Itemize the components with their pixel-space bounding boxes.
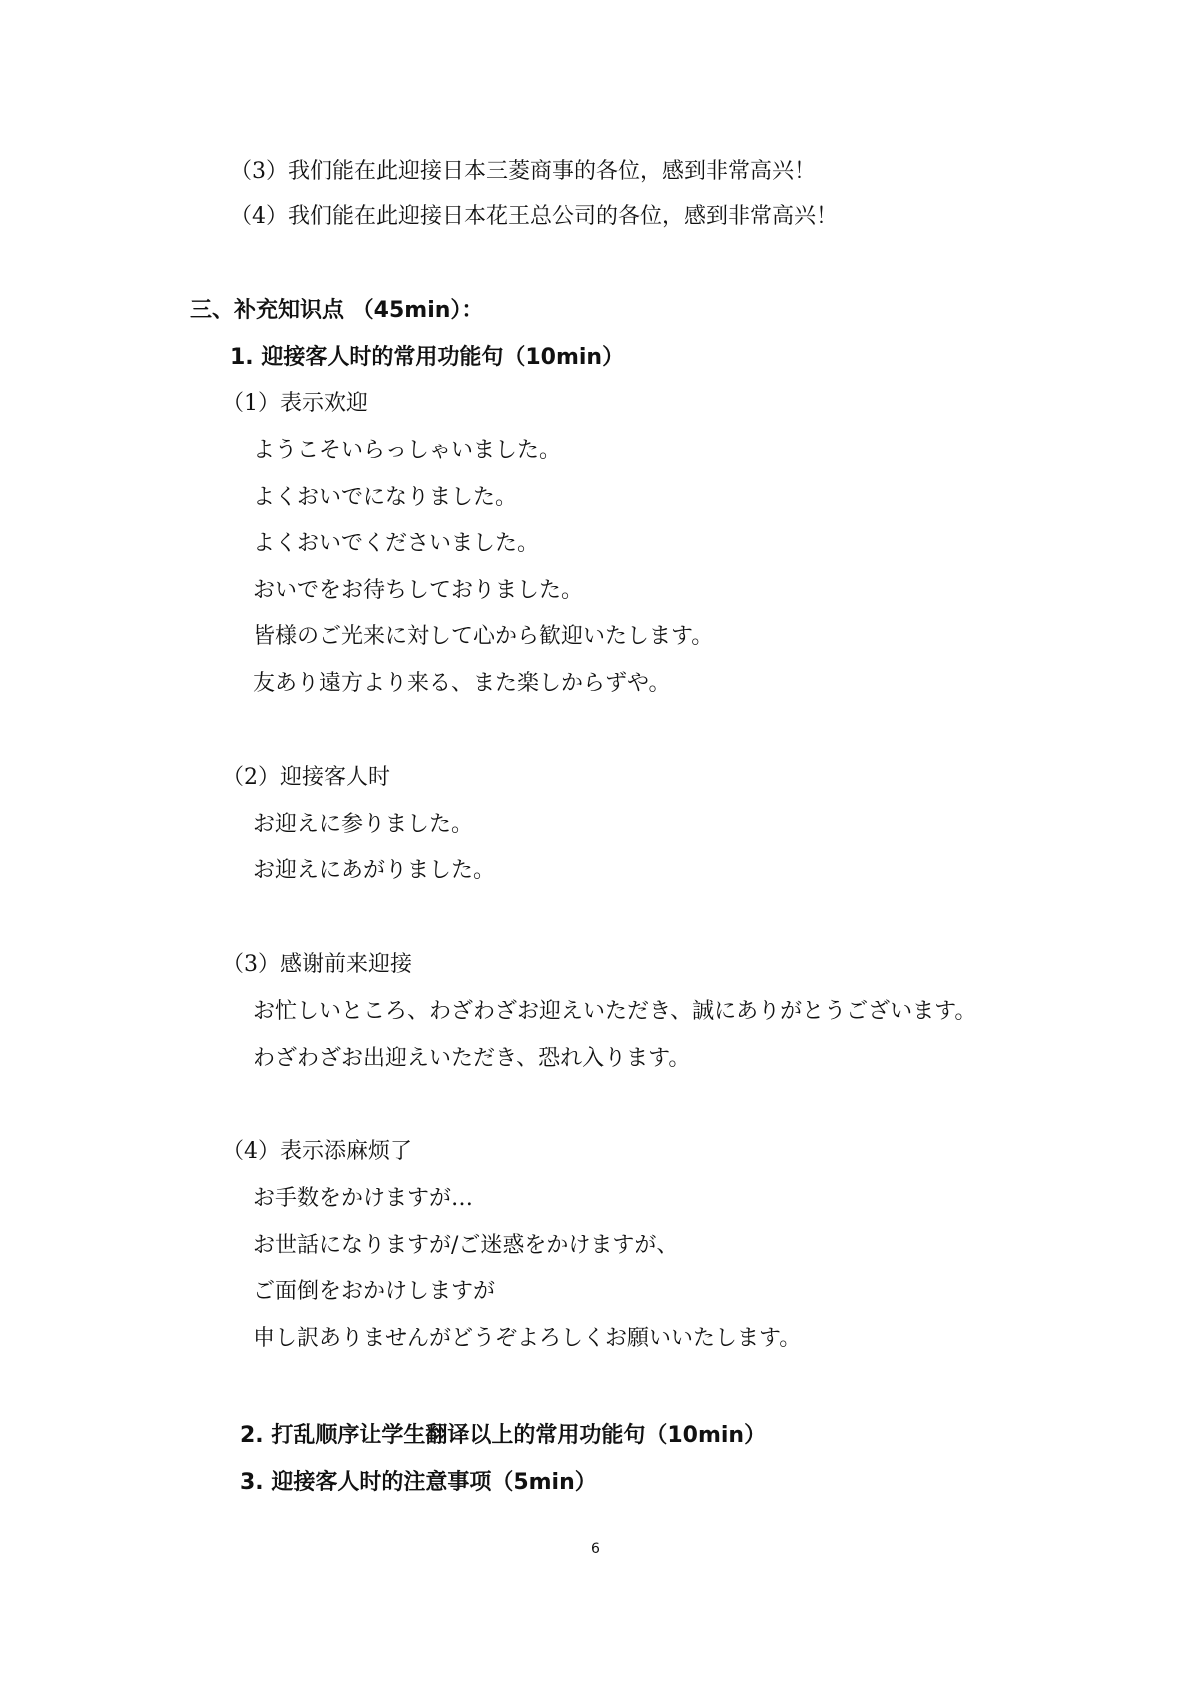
page-number: 6 (591, 1541, 600, 1557)
section-three-heading: 三、补充知识点 （45min）： (190, 298, 484, 323)
top-item-3: （3）我们能在此迎接日本三菱商事的各位，感到非常高兴！ (230, 159, 816, 184)
group1-phrase: 友あり遠方より来る、また楽しからずや。 (253, 671, 671, 696)
group1-phrase: よくおいでくださいました。 (253, 531, 540, 556)
group1-phrase: おいでをお待ちしておりました。 (253, 578, 584, 603)
group2-label: （2）迎接客人时 (222, 765, 390, 790)
group3-label: （3）感谢前来迎接 (222, 952, 412, 977)
group4-phrase: お手数をかけますが… (253, 1186, 474, 1211)
group1-phrase: ようこそいらっしゃいました。 (253, 438, 562, 463)
group1-phrase: 皆様のご光来に対して心から歓迎いたします。 (253, 624, 714, 649)
item1-title: 1. 迎接客人时的常用功能句（10min） (230, 345, 625, 370)
group2-phrase: お迎えにあがりました。 (253, 858, 496, 883)
item2-title: 2. 打乱顺序让学生翻译以上的常用功能句（10min） (240, 1423, 767, 1448)
group4-phrase: 申し訳ありませんがどうぞよろしくお願いいたします。 (253, 1326, 802, 1351)
group4-phrase: ご面倒をおかけしますが (253, 1279, 496, 1304)
top-item-4: （4）我们能在此迎接日本花王总公司的各位，感到非常高兴！ (230, 204, 838, 229)
group3-phrase: わざわざお出迎えいただき、恐れ入ります。 (253, 1046, 691, 1071)
group3-phrase: お忙しいところ、わざわざお迎えいただき、誠にありがとうございます。 (253, 999, 977, 1024)
group1-phrase: よくおいでになりました。 (253, 485, 518, 510)
group2-phrase: お迎えに参りました。 (253, 812, 474, 837)
group4-phrase: お世話になりますが/ご迷惑をかけますが、 (253, 1233, 679, 1258)
group1-label: （1）表示欢迎 (222, 391, 368, 416)
item3-title: 3. 迎接客人时的注意事项（5min） (240, 1470, 597, 1495)
group4-label: （4）表示添麻烦了 (222, 1139, 412, 1164)
